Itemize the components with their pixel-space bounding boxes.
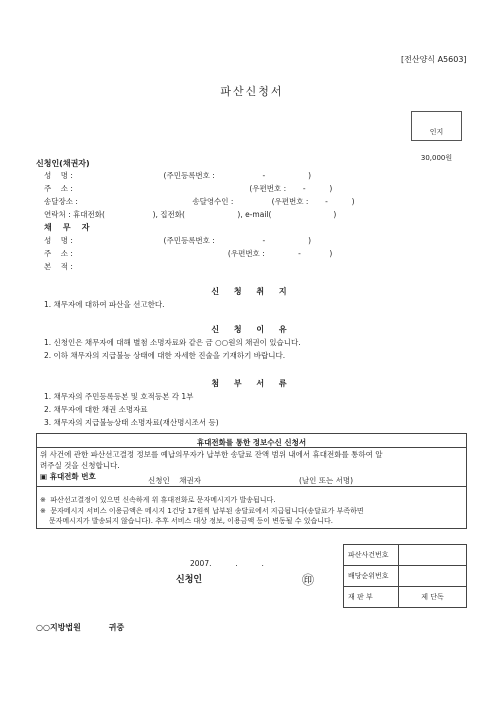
notice-body-line: 려주실 것을 신청합니다. — [40, 461, 120, 470]
notice-seal-note: (날인 또는 서명) — [299, 476, 354, 485]
notice-phone-label: ▣ 휴대전화 번호 — [40, 472, 96, 481]
notice-title: 휴대전화를 통한 정보수신 신청서 — [196, 438, 307, 447]
panel-value: 제 단독 — [399, 587, 467, 608]
attachments-heading: 첨 부 서 류 — [211, 379, 293, 388]
notice-note: ※ 문자메시지 서비스 이용금액은 메시지 1건당 17원씩 납부된 송달료에서 지급됩니다(송달료가 부족하면 — [40, 507, 364, 515]
notice-note: ※ 파산선고결정이 있으면 신속하게 위 휴대전화로 문자메시지가 발송됩니다. — [40, 496, 276, 504]
form-number: [전산양식 A5603] — [401, 55, 467, 64]
applicant-address-row: 주 소 : (우편번호 : - ) — [44, 184, 333, 193]
notice-divider — [36, 486, 467, 487]
stamp-amount: 30,000원 — [420, 154, 453, 162]
purpose-item: 1. 채무자에 대하여 파산을 선고한다. — [44, 300, 165, 309]
notice-note: 문자메시지가 발송되지 않습니다). 추후 서비스 대상 정보, 이용금액 등이 변동될 수 있습니다. — [40, 517, 333, 525]
case-info-table — [343, 544, 467, 608]
debtor-domicile-row: 본 적 : — [44, 262, 73, 271]
filing-date: 2007. . . — [190, 559, 264, 568]
notice-signer: 신청인 채권자 — [148, 476, 202, 485]
case-number-value — [399, 545, 467, 566]
revenue-stamp-box — [411, 111, 462, 162]
attachment-item: 1. 채무자의 주민등록등본 및 호적등본 각 1부 — [44, 392, 194, 401]
applicant-delivery-row: 송달장소 : 송달영수인 : (우편번호 : - ) — [44, 197, 355, 206]
applicant-name-row: 성 명 : (주민등록번호 : - ) — [44, 171, 312, 180]
seal-icon: ㊞ — [302, 573, 315, 587]
attachment-item: 2. 채무자에 대한 채권 소명자료 — [44, 405, 148, 414]
applicant-heading: 신청인(채권자) — [36, 159, 90, 168]
reason-heading: 신 청 이 유 — [211, 325, 293, 334]
debtor-heading: 채 무 자 — [44, 223, 90, 232]
attachment-item: 3. 채무자의 지급불능상태 소명자료(재산명시조서 등) — [44, 418, 219, 427]
applicant-contact-row: 연락처 : 휴대전화( ), 집전화( ), e-mail( ) — [44, 210, 337, 219]
notice-body-line: 위 사건에 관한 파산선고결정 정보를 예납의무자가 납부한 송달료 잔액 범위 내에서 휴대전화를 통하여 알 — [40, 450, 383, 459]
case-number-label: 파산사건번호 — [344, 545, 399, 566]
signature-label: 신청인 — [176, 575, 203, 585]
distribution-number-value — [399, 566, 467, 587]
distribution-number-label: 배당순위번호 — [344, 566, 399, 587]
document-title: 파산신청서 — [220, 85, 284, 98]
reason-item: 2. 이하 채무자의 지급불능 상태에 대한 자세한 진술을 기재하기 바랍니다. — [44, 351, 286, 360]
stamp-label: 인지 — [429, 128, 444, 136]
reason-item: 1. 신청인은 채무자에 대해 별첨 소명자료와 같은 금 ○○원의 채권이 있습니다. — [44, 338, 301, 347]
debtor-name-row: 성 명 : (주민등록번호 : - ) — [44, 236, 312, 245]
debtor-address-row: 주 소 : (우편번호 : - ) — [44, 249, 333, 258]
notice-divider — [36, 447, 467, 448]
purpose-heading: 신 청 취 지 — [211, 287, 293, 296]
panel-label: 재 판 부 — [344, 587, 399, 608]
court-addressee: ○○지방법원 귀중 — [36, 623, 125, 632]
